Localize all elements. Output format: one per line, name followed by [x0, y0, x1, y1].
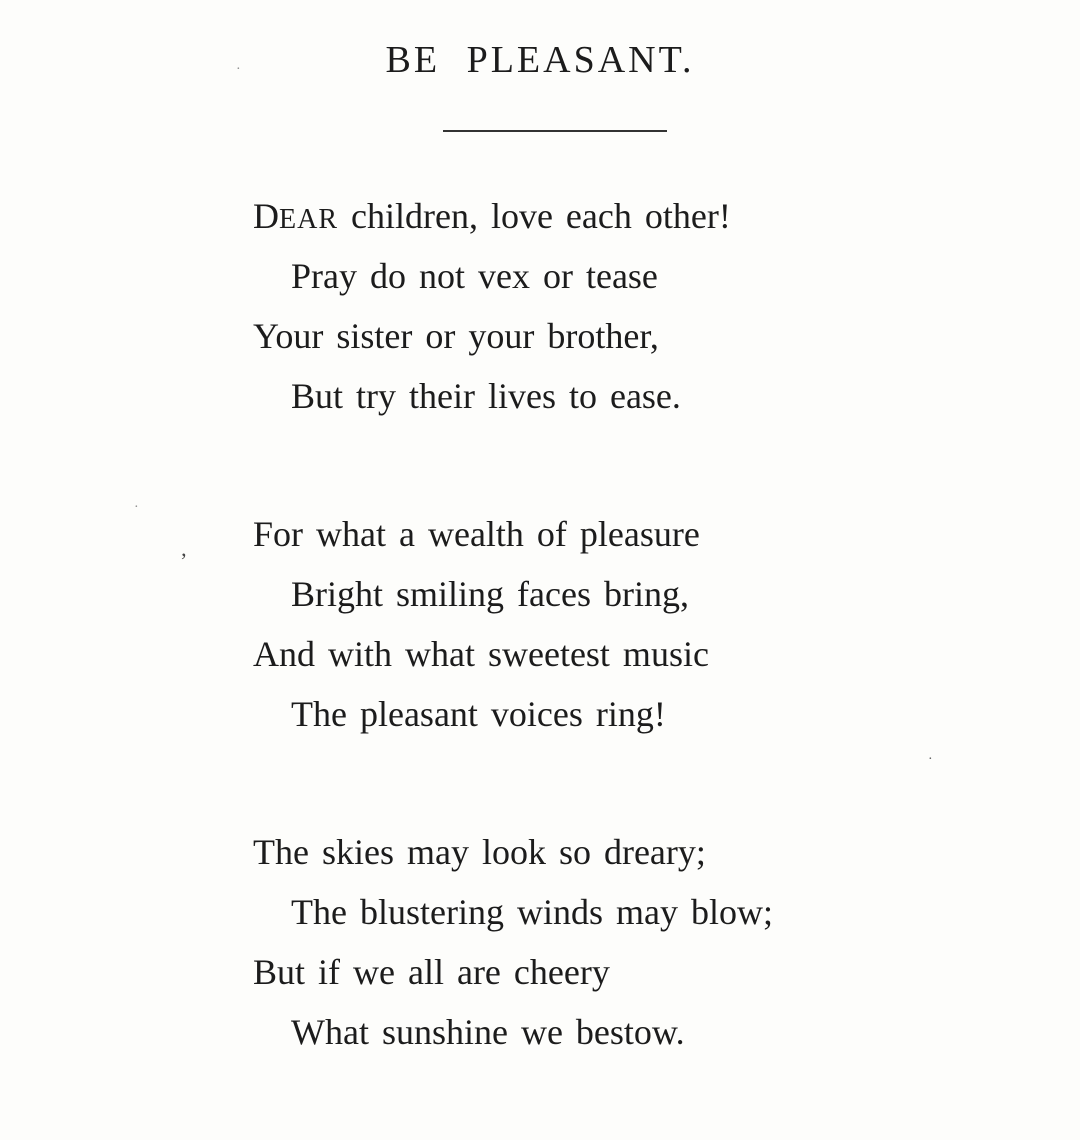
- poem-line: But if we all are cheery: [253, 952, 610, 992]
- poem-line: Pray do not vex or tease: [291, 256, 658, 296]
- poem-line: For what a wealth of pleasure: [253, 514, 700, 554]
- drop-capital: D: [253, 196, 279, 236]
- ink-speck: ·: [928, 752, 933, 767]
- poem-body: [253, 186, 953, 1140]
- margin-mark: ’: [180, 548, 188, 573]
- ink-speck: ·: [236, 62, 241, 77]
- stanza-1: [253, 186, 953, 426]
- ink-speck: ·: [134, 500, 139, 515]
- line-remainder: children, love each other!: [338, 196, 731, 236]
- stanza-2: [253, 504, 953, 744]
- poem-line: [253, 186, 953, 246]
- small-caps-word: EAR: [279, 204, 338, 235]
- poem-line: What sunshine we bestow.: [291, 1012, 685, 1052]
- poem-line: The skies may look so dreary;: [253, 832, 706, 872]
- poem-line: Your sister or your brother,: [253, 316, 659, 356]
- poem-line: But try their lives to ease.: [291, 376, 681, 416]
- poem-title: BE PLEASANT.: [385, 39, 695, 81]
- stanza-3: [253, 822, 953, 1062]
- title-divider: [443, 130, 667, 132]
- poem-line: And with what sweetest music: [253, 634, 709, 674]
- poem-line: The pleasant voices ring!: [291, 694, 666, 734]
- poem-line: The blustering winds may blow;: [291, 892, 773, 932]
- poem-line: Bright smiling faces bring,: [291, 574, 689, 614]
